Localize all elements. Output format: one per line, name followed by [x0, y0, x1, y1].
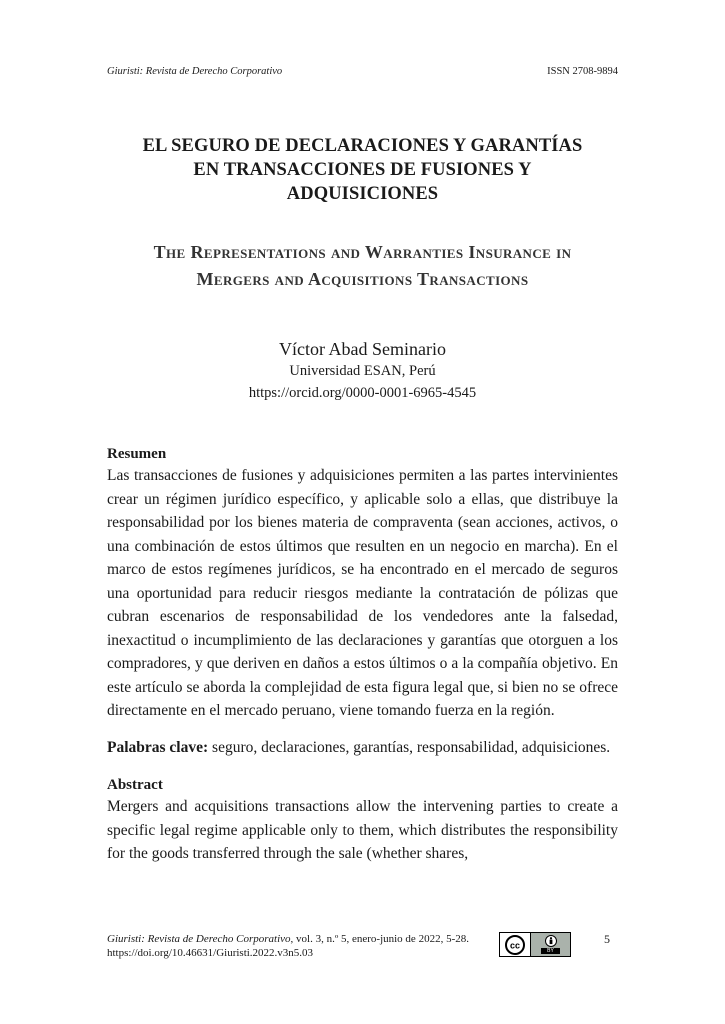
author-orcid-link[interactable]: https://orcid.org/0000-0001-6965-4545 [248, 385, 477, 401]
title-spanish-line-1: EL SEGURO DE DECLARACIONES Y GARANTÍAS [142, 136, 583, 156]
cc-logo-icon [500, 933, 531, 956]
keywords-label: Palabras clave: [107, 738, 209, 756]
abstract-heading: Abstract [107, 777, 163, 793]
article-body [107, 445, 618, 866]
author-name: Víctor Abad Seminario [279, 339, 446, 359]
resumen-text: Las transacciones de fusiones y adquisiciones permiten a las partes intervinientes crear un régimen jurídico específico, y aplicable solo a ellas, que distribuye la responsabilidad por los bienes materia de compraventa (sean acciones, activos, o una combinación de estos últimos que resulten en un negocio en marcha). En el marco de estos regímenes jurídicos, se ha encontrado en el mercado de seguros una oportunidad para reducir riesgos mediante la contratación de pólizas que cubran escenarios de responsabilidad de los vendedores ante la falsedad, inexactitud o incumplimiento de las declaraciones y garantías que otorguen a los compradores, y que deriven en daños a estos últimos o a la compañía objetivo. En este artículo se aborda la complejidad de esta figura legal que, si bien no se ofrece directamente en el mercado peruano, viene tomando fuerza en la región. [107, 467, 618, 719]
keywords-text: seguro, declaraciones, garantías, responsabilidad, adquisiciones. [212, 738, 611, 756]
title-spanish [100, 134, 625, 206]
footer-doi-link[interactable]: https://doi.org/10.46631/Giuristi.2022.v3n5.03 [107, 947, 314, 959]
footer-journal: Giuristi: Revista de Derecho Corporativo [107, 933, 291, 945]
title-block [100, 134, 625, 293]
footer-citation [107, 932, 618, 960]
svg-text:cc: cc [509, 940, 521, 950]
title-english [100, 239, 625, 293]
attribution-person-icon [545, 935, 557, 947]
running-head-issn: ISSN 2708-9894 [547, 66, 618, 77]
title-english-line-1: The Representations and Warranties Insurance in [153, 242, 572, 262]
cc-by-section [531, 933, 570, 956]
title-english-line-2: Mergers and Acquisitions Transactions [196, 269, 529, 289]
running-head [107, 66, 618, 77]
running-head-journal: Giuristi: Revista de Derecho Corporativo [107, 66, 283, 77]
cc-by-license-badge[interactable] [499, 932, 571, 957]
keywords [107, 736, 618, 760]
title-spanish-line-3: ADQUISICIONES [286, 184, 439, 204]
author-affiliation: Universidad ESAN, Perú [289, 363, 436, 379]
cc-by-label: BY [541, 948, 560, 954]
title-spanish-line-2: EN TRANSACCIONES DE FUSIONES Y [193, 160, 532, 180]
abstract-text: Mergers and acquisitions transactions allow the intervening parties to create a specific legal regime applicable only to them, which distributes the responsibility for the goods transferred through the sale (whether shares, [107, 798, 618, 862]
author-block [100, 338, 625, 404]
resumen-heading: Resumen [107, 446, 167, 462]
footer-volume: , vol. 3, n.º 5, enero-junio de 2022, 5-28. [290, 933, 469, 945]
page-number: 5 [604, 932, 610, 946]
